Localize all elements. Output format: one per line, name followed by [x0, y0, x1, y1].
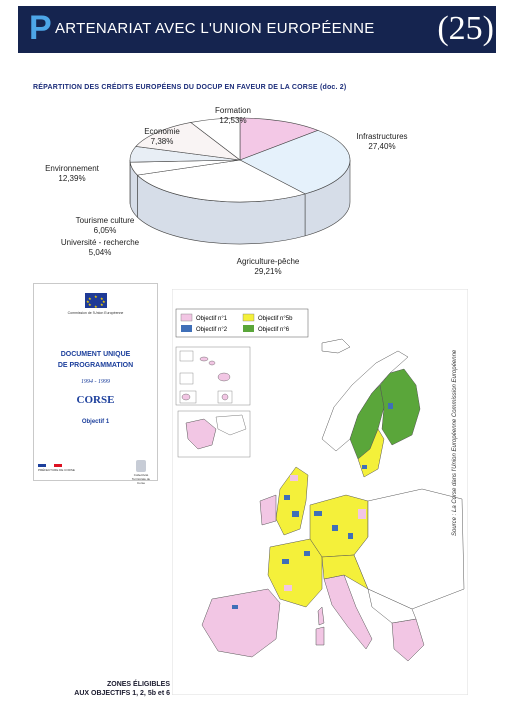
pie-slice-label: Université - recherche — [60, 238, 140, 247]
source-note: Source : La Corse dans l'Union Européenne Commission Européenne — [452, 349, 458, 536]
legend-label-obj1: Objectif n°1 — [196, 316, 228, 322]
pie-slice-value: 5,04% — [88, 248, 112, 257]
page-number: (25) — [437, 10, 494, 47]
cover-title-line2: DE PROGRAMMATION — [57, 362, 134, 369]
eu-flag-icon: ★ ★ ★ ★ ★ ★ ★ ★ — [86, 294, 106, 309]
cover-title-line1: DOCUMENT UNIQUE — [60, 351, 131, 358]
cover-objective: Objectif 1 — [81, 419, 110, 425]
sardinia-island — [316, 627, 324, 645]
cover-years: 1994 - 1999 — [81, 379, 110, 385]
pie-slice-value: 29,21% — [254, 267, 282, 276]
pie-slice-label: Tourisme culture — [75, 216, 135, 225]
chart-title: RÉPARTITION DES CRÉDITS EUROPÉENS DU DOCUP EN FAVEUR DE LA CORSE (doc. 2) — [33, 84, 347, 91]
pie-slice-label: Infrastructures — [356, 132, 408, 141]
cover-title — [34, 349, 157, 371]
map-caption — [74, 680, 170, 698]
pie-chart — [30, 96, 470, 286]
pie-slice-value: 12,53% — [219, 116, 247, 125]
pie-slice-label: Economie — [144, 127, 180, 136]
legend-swatch-obj2 — [181, 325, 192, 332]
pie-slice-value: 7,38% — [150, 137, 174, 146]
pie-slice-label: Environnement — [45, 164, 99, 173]
pie-slice-label: Agriculture-pêche — [236, 257, 300, 266]
pie-slice-value: 27,40% — [368, 142, 396, 151]
collectivite-label: Collectivité Territoriale de Corse — [131, 473, 151, 485]
commission-label: Commission de l'Union Européenne — [67, 311, 124, 315]
pie-slice-value: 6,05% — [93, 226, 117, 235]
collectivite-logo — [128, 460, 154, 485]
legend-swatch-obj5b — [243, 314, 254, 321]
header-logo-letter: P — [29, 9, 52, 47]
eu-objectives-map — [172, 289, 468, 695]
map-caption-line1: ZONES ÉLIGIBLES — [106, 681, 170, 688]
legend-label-obj6: Objectif n°6 — [258, 327, 290, 333]
collectivite-emblem-icon — [136, 460, 146, 472]
legend-label-obj2: Objectif n°2 — [196, 327, 228, 333]
page-header — [18, 6, 496, 53]
legend-swatch-obj6 — [243, 325, 254, 332]
header-title: ARTENARIAT AVEC L'UNION EUROPÉENNE — [55, 20, 375, 37]
benelux-germany-region — [310, 495, 368, 557]
docup-cover — [33, 283, 158, 485]
map-legend — [176, 309, 308, 337]
overseas-inset — [176, 347, 250, 457]
cover-region: CORSE — [76, 394, 115, 406]
legend-swatch-obj1 — [181, 314, 192, 321]
map-caption-line2: AUX OBJECTIFS 1, 2, 5b et 6 — [74, 690, 170, 697]
legend-label-obj5b: Objectif n°5b — [258, 316, 293, 322]
pie-slice-value: 12,39% — [58, 174, 86, 183]
prefecture-logo — [38, 464, 75, 472]
prefecture-label: PRÉFECTURE DE CORSE — [38, 468, 75, 472]
pie-slice-label: Formation — [214, 106, 252, 115]
